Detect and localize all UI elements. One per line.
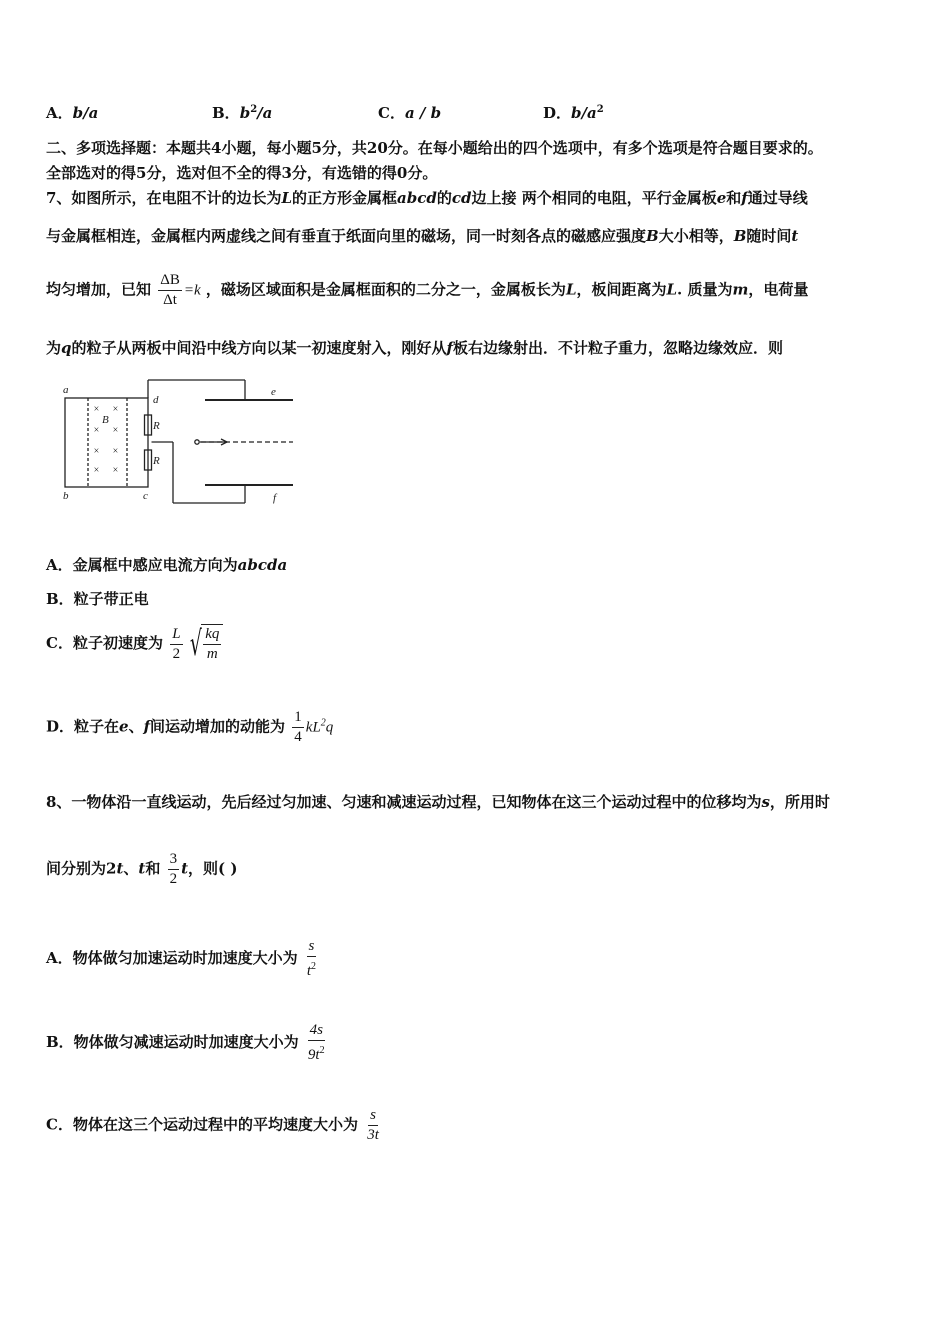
label-B: B xyxy=(102,414,109,426)
prev-option-c: C．a / b xyxy=(378,104,442,122)
label-b: b xyxy=(63,490,69,502)
q7-c-sqrt: √ $\frac{kq}{m}$ xyxy=(185,624,224,664)
q8-option-b: B．物体做匀减速运动时加速度大小为 $\frac{4s}{9t^2}$ xyxy=(46,1022,325,1063)
q8-option-c: C．物体在这三个运动过程中的平均速度大小为 $\frac{s}{3t}$ xyxy=(46,1107,379,1143)
field-cross: × xyxy=(93,425,100,436)
field-cross: × xyxy=(112,425,119,436)
label-R2: R xyxy=(153,455,160,467)
circuit-figure xyxy=(55,375,300,505)
field-cross: × xyxy=(93,465,100,476)
q7-delta-fraction: $\frac{\Delta B}{\Delta t}$ xyxy=(160,272,180,308)
q7-c-fraction: $\frac{L}{2}$ xyxy=(172,625,181,662)
label-a: a xyxy=(63,384,69,396)
q7-line3: 均匀增加，已知 $\frac{\Delta B}{\Delta t}$ =k ，磁场区域面积是金属框面积的二分之一，金属板长为L，板间距离为L. 质量为m，电荷量 xyxy=(46,272,809,308)
metal-frame xyxy=(65,398,148,487)
prev-option-a: A．b/a xyxy=(46,104,99,122)
q8-c-fraction: $\frac{s}{3t}$ xyxy=(367,1107,379,1143)
prev-option-b: B．$b^2/a$ xyxy=(212,104,273,122)
q7-line1: 7、如图所示，在电阻不计的边长为L的正方形金属框abcd的cd边上接 两个相同的电阻，平行金属板e和f通过导线 xyxy=(46,189,808,207)
field-cross: × xyxy=(93,404,100,415)
q7-option-a: A．金属框中感应电流方向为abcda xyxy=(46,556,288,574)
q7-line2: 与金属框相连，金属框内两虚线之间有垂直于纸面向里的磁场，同一时刻各点的磁感应强度B大小相等，B随时间t xyxy=(46,227,799,245)
q7-option-c: C．粒子初速度为 $\frac{L}{2}$ √ $\frac{kq}{m}$ xyxy=(46,624,223,664)
q8-line1: 8、一物体沿一直线运动，先后经过匀加速、匀速和减速运动过程，已知物体在这三个运动过程中的位移均为s，所用时 xyxy=(46,793,830,811)
label-d: d xyxy=(153,394,159,406)
label-c: c xyxy=(143,490,148,502)
label-e: e xyxy=(271,386,276,398)
q7-d-fraction: $\frac{1}{4}$ xyxy=(294,709,302,745)
field-cross: × xyxy=(112,404,119,415)
label-f: f xyxy=(273,492,277,504)
q8-a-fraction: $\frac{s}{t^2}$ xyxy=(306,938,317,979)
label-R1: R xyxy=(153,420,160,432)
q7-line4: 为q的粒子从两板中间沿中线方向以某一初速度射入，刚好从f板右边缘射出．不计粒子重力，忽略边缘效应．则 xyxy=(46,339,783,357)
q7-option-b: B．粒子带正电 xyxy=(46,590,149,608)
section-heading-line1: 二、多项选择题：本题共4小题，每小题5分，共20分。在每小题给出的四个选项中，有多个选项是符合题目要求的。 xyxy=(46,139,823,157)
q8-three-halves: $\frac{3}{2}$ xyxy=(169,851,178,887)
q8-option-a: A．物体做匀加速运动时加速度大小为 $\frac{s}{t^2}$ xyxy=(46,938,317,979)
field-cross: × xyxy=(93,446,100,457)
q7-option-d: D．粒子在e、f间运动增加的动能为 $\frac{1}{4}$ $kL^2q$ xyxy=(46,709,334,745)
prev-option-d: D．$b/a^2$ xyxy=(543,104,604,122)
field-cross: × xyxy=(112,465,119,476)
particle xyxy=(195,440,199,444)
field-cross: × xyxy=(112,446,119,457)
q8-b-fraction: $\frac{4s}{9t^2}$ xyxy=(307,1022,325,1063)
section-heading-line2: 全部选对的得5分，选对但不全的得3分，有选错的得0分。 xyxy=(46,164,438,182)
q8-line2: 间分别为2t、t和 $\frac{3}{2}$ t，则( ) xyxy=(46,851,238,887)
